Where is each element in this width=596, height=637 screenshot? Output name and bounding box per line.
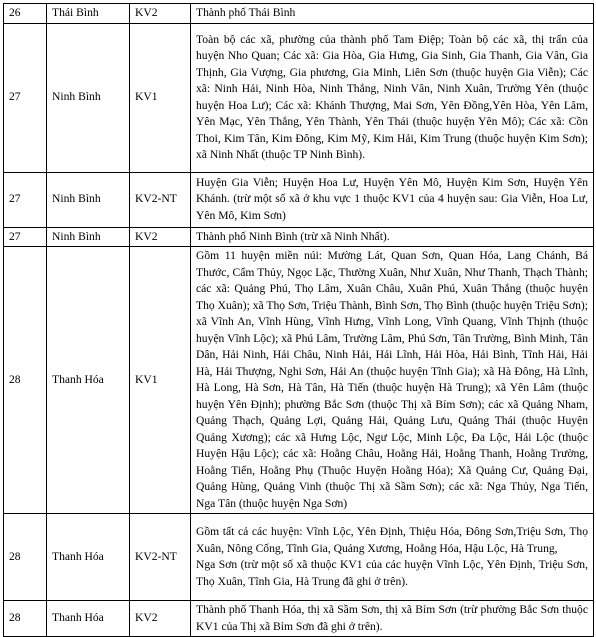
table-row	[4, 601, 594, 637]
area-description: Thành phố Thanh Hóa, thị xã Sầm Sơn, thị xã Bỉm Sơn (trừ phường Bắc Sơn thuộc KV1 của Thị xã Bỉm Sơn đã ghi ở trên).	[191, 601, 594, 637]
row-number: 28	[4, 247, 47, 514]
province-name: Ninh Bình	[47, 23, 130, 172]
zone-code: KV2-NT	[130, 172, 191, 227]
table-row	[4, 514, 594, 601]
area-description-part-1: Gồm tất cả các huyện: Vĩnh Lộc, Yên Định, Thiệu Hóa, Đông Sơn,Triệu Sơn, Thọ Xuân, Nông Cống, Tĩnh Gia, Quảng Xương, Hoằng Hóa, Hậu Lộc, Hà Trung,	[196, 525, 588, 555]
zone-code: KV2-NT	[130, 514, 191, 601]
zone-code: KV2	[130, 227, 191, 247]
table-row	[4, 247, 594, 514]
province-name: Thái Bình	[47, 4, 130, 24]
table-row	[4, 23, 594, 172]
zone-code: KV1	[130, 247, 191, 514]
row-number: 27	[4, 227, 47, 247]
province-name: Ninh Bình	[47, 172, 130, 227]
province-name: Thanh Hóa	[47, 601, 130, 637]
table-row	[4, 172, 594, 227]
zone-code: KV1	[130, 23, 191, 172]
area-description: Huyện Gia Viễn; Huyện Hoa Lư, Huyện Yên Mô, Huyện Kim Sơn, Huyện Yên Khánh. (trừ một số xã ở khu vực 1 thuộc KV1 của 4 huyện sau: Gia Viễn, Hoa Lư, Yên Mô, Kim Sơn)	[191, 172, 594, 227]
row-number: 28	[4, 601, 47, 637]
area-description: Toàn bộ các xã, phường của thành phố Tam Điệp; Toàn bộ các xã, thị trấn của huyện Nho Quan; Các xã: Gia Hòa, Gia Hưng, Gia Sinh, Gia Thanh, Gia Vân, Gia Thịnh, Gia Vượng, Gia phương, Gia Minh, Liên Sơn (thuộc huyện Gia Viễn); Các xã: Ninh Hải, Ninh Hòa, Ninh Thắng, Ninh Vân, Ninh Xuân, Trường Yên (thuộc huyện Hoa Lư); Các xã: Khánh Thượng, Mai Sơn, Yên Đồng,Yên Hòa, Yên Lâm, Yên Mạc, Yên Thắng, Yên Thành, Yên Thái (thuộc huyện Yên Mô); Các xã: Cồn Thoi, Kim Tân, Kim Đông, Kim Mỹ, Kim Hải, Kim Trung (thuộc huyện Kim Sơn); xã Ninh Nhất (thuộc TP Ninh Bình).	[191, 23, 594, 172]
zone-code: KV2	[130, 4, 191, 24]
area-description: Thành phố Thái Bình	[191, 4, 594, 24]
area-description: Thành phố Ninh Bình (trừ xã Ninh Nhất).	[191, 227, 594, 247]
table-row	[4, 4, 594, 24]
zone-code: KV2	[130, 601, 191, 637]
row-number: 27	[4, 172, 47, 227]
area-description: Gồm 11 huyện miền núi: Mường Lát, Quan Sơn, Quan Hóa, Lang Chánh, Bá Thước, Cẩm Thủy, Ngọc Lặc, Thường Xuân, Như Xuân, Như Thanh, Thạch Thành; các xã: Quảng Phú, Thọ Lâm, Xuân Châu, Xuân Phú, Xuân Thắng (thuộc huyện Thọ Xuân); xã Thọ Sơn, Triệu Thành, Bình Sơn, Thọ Bình (thuộc huyện Triệu Sơn); xã Vĩnh An, Vĩnh Hùng, Vĩnh Hưng, Vĩnh Long, Vĩnh Quang, Vĩnh Thịnh (thuộc huyện Vĩnh Lộc); xã Phú Lâm, Trường Lâm, Phú Sơn, Tân Trường, Bình Minh, Tân Dân, Hải Ninh, Hải Châu, Ninh Hải, Hải Lĩnh, Hải Hòa, Hải Bình, Tĩnh Hải, Hải Hà, Hải Thượng, Nghi Sơn, Hải An (thuộc huyện Tĩnh Gia); xã Hà Đông, Hà Lĩnh, Hà Long, Hà Sơn, Hà Tân, Hà Tiến (thuộc huyện Hà Trung); xã Yên Lâm (thuộc huyện Yên Định); phường Bắc Sơn (thuộc Thị xã Bỉm Sơn); các xã Quảng Nham, Quảng Thạch, Quảng Lợi, Quảng Hải, Quảng Lưu, Quảng Thái (thuộc Huyện Quảng Xương); các xã Hưng Lộc, Ngư Lộc, Minh Lộc, Đa Lộc, Hải Lộc (thuộc Huyện Hậu Lộc); các xã: Hoằng Châu, Hoằng Hải, Hoằng Thanh, Hoằng Trường, Hoằng Tiến, Hoằng Phụ (Thuộc Huyện Hoằng Hóa); Xã Quảng Cư, Quảng Đại, Quảng Hùng, Quảng Vinh (thuộc Thị xã Sầm Sơn); các xã: Nga Thủy, Nga Tiến, Nga Tân (thuộc huyện Nga Sơn)	[191, 247, 594, 514]
area-description-part-2: Nga Sơn (trừ một số xã thuộc KV1 của các huyện Vĩnh Lộc, Yên Định, Triệu Sơn, Thọ Xuân, Tĩnh Gia, Hà Trung đã ghi ở trên).	[196, 558, 588, 588]
province-name: Ninh Bình	[47, 227, 130, 247]
row-number: 26	[4, 4, 47, 24]
table-row	[4, 227, 594, 247]
province-name: Thanh Hóa	[47, 514, 130, 601]
province-name: Thanh Hóa	[47, 247, 130, 514]
priority-area-table	[3, 3, 594, 637]
area-description	[191, 514, 594, 601]
row-number: 27	[4, 23, 47, 172]
row-number: 28	[4, 514, 47, 601]
